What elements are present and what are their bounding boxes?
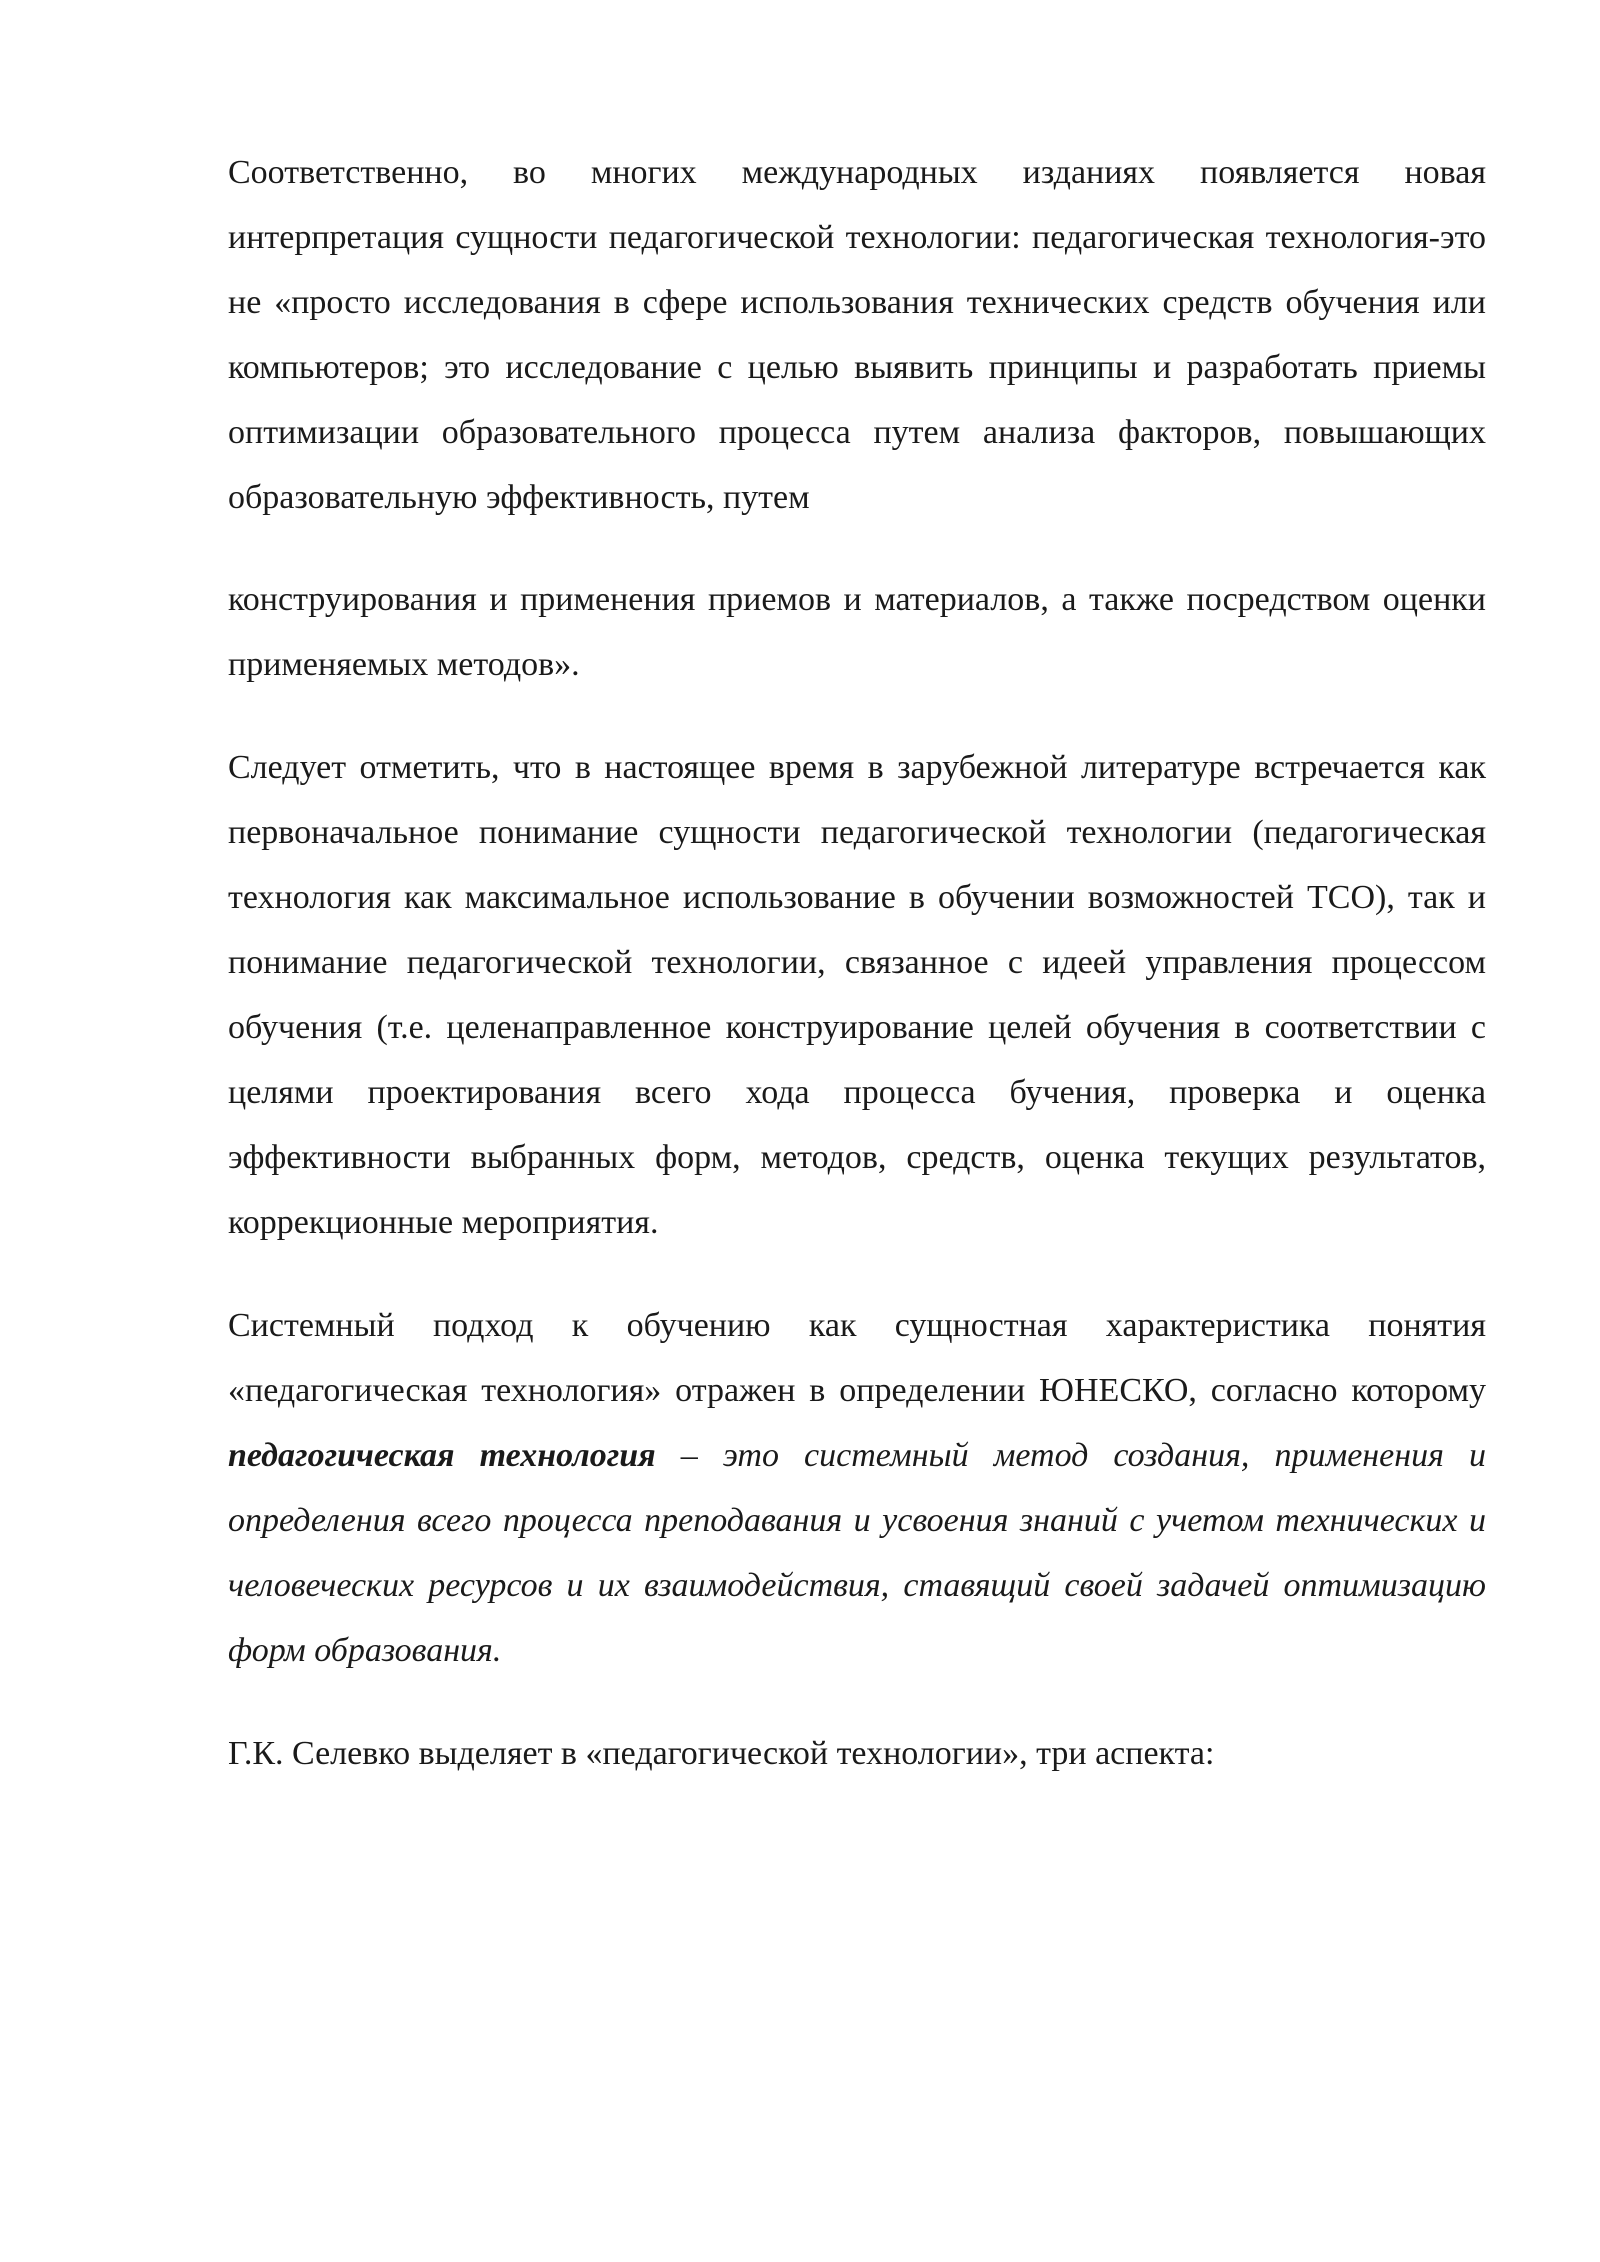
definition-text: – это системный метод создания, применения и определения всего процесса преподавания и усвоения знаний с учетом технических и человеческих ресурсов и их взаимодействия, ставящий своей задачей оптимизацию форм образования. xyxy=(228,1437,1487,1669)
paragraph-4 xyxy=(228,1293,1486,1683)
paragraph-5: Г.К. Селевко выделяет в «педагогической технологии», три аспекта: xyxy=(228,1735,1215,1772)
defined-term: педагогическая технология xyxy=(228,1437,656,1474)
paragraph-2: конструирования и применения приемов и материалов, а также посредством оценки применяемых методов». xyxy=(228,581,1486,683)
document-page xyxy=(228,140,1486,1786)
paragraph-4-intro: Системный подход к обучению как сущностная характеристика понятия «педагогическая технология» отражен в определении ЮНЕСКО, согласно которому xyxy=(228,1307,1486,1409)
paragraph-3: Следует отметить, что в настоящее время в зарубежной литературе встречается как первоначальное понимание сущности педагогической технологии (педагогическая технология как максимальное использование в обучении возможностей ТСО), так и понимание педагогической технологии, связанное с идеей управления процессом обучения (т.е. целенаправленное конструирование целей обучения в соответствии с целями проектирования всего хода процесса бучения, проверка и оценка эффективности выбранных форм, методов, средств, оценка текущих результатов, коррекционные мероприятия. xyxy=(228,749,1486,1241)
paragraph-1: Соответственно, во многих международных изданиях появляется новая интерпретация сущности педагогической технологии: педагогическая технология-это не «просто исследования в сфере использования технических средств обучения или компьютеров; это исследование с целью выявить принципы и разработать приемы оптимизации образовательного процесса путем анализа факторов, повышающих образовательную эффективность, путем xyxy=(228,154,1486,516)
